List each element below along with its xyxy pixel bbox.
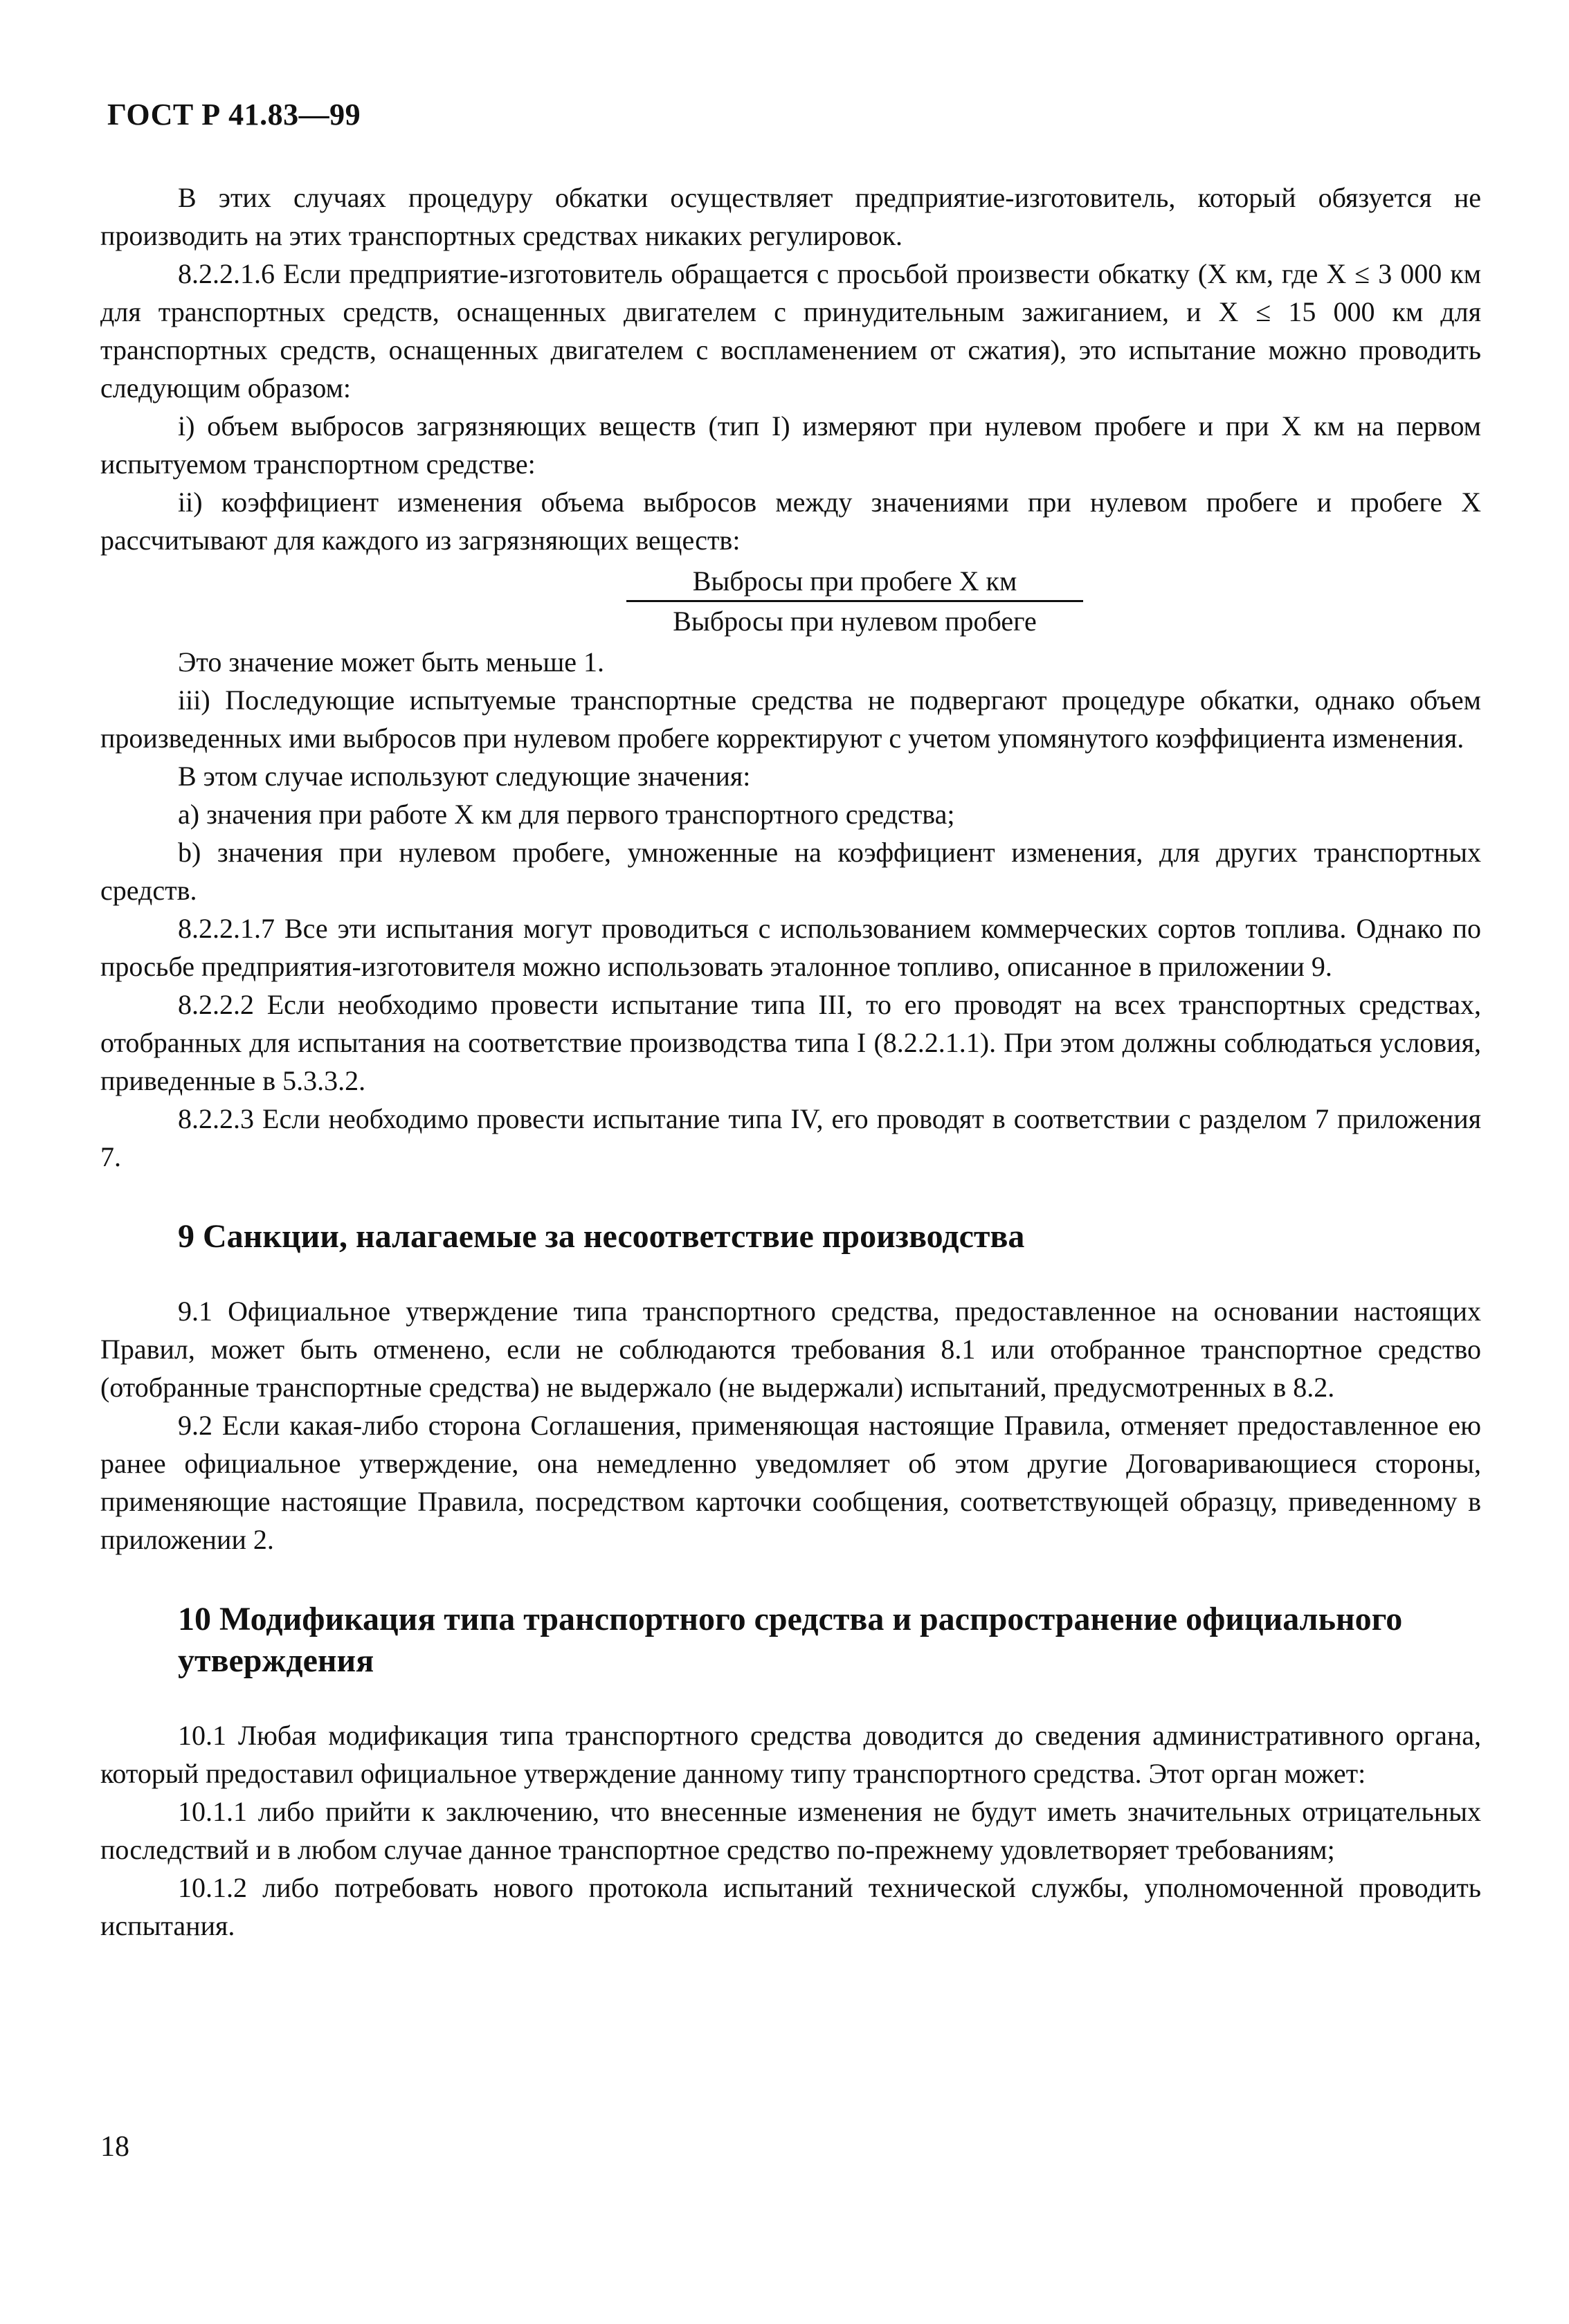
paragraph: i) объем выбросов загрязняющих веществ (тип I) измеряют при нулевом пробеге и при X км на первом испытуемом транспортном средстве: — [100, 410, 1481, 480]
page-number: 18 — [100, 2131, 129, 2163]
paragraph: В этих случаях процедуру обкатки осуществляет предприятие-изготовитель, который обязуется не производить на этих транспортных средствах никаких регулировок. — [100, 182, 1481, 251]
paragraph: b) значения при нулевом пробеге, умноженные на коэффициент изменения, для других транспортных средств. — [100, 837, 1481, 906]
standard-code-header: ГОСТ Р 41.83—99 — [107, 98, 361, 131]
paragraph: Это значение может быть меньше 1. — [178, 646, 605, 678]
paragraph: iii) Последующие испытуемые транспортные средства не подвергают процедуре обкатки, однако объем произведенных ими выбросов при нулевом пробеге корректируют с учетом упомянутого коэффициента изменения. — [100, 684, 1481, 754]
paragraph: 8.2.2.3 Если необходимо провести испытание типа IV, его проводят в соответствии с разделом 7 приложения 7. — [100, 1103, 1481, 1172]
paragraph: 9.2 Если какая-либо сторона Соглашения, применяющая настоящие Правила, отменяет предоставленное ею ранее официальное утверждение, она немедленно уведомляет об этом другие Договаривающиеся стороны, применяющие настоящие Правила, посредством карточки сообщения, соответствующей образцу, приведенному в приложении 2. — [100, 1410, 1481, 1555]
paragraph: 9.1 Официальное утверждение типа транспортного средства, предоставленное на основании настоящих Правил, может быть отменено, если не соблюдаются требования 8.1 или отобранное транспортное средство (отобранные транспортные средства) не выдержало (не выдержали) испытаний, предусмотренных в 8.2. — [100, 1296, 1481, 1403]
formula-fraction — [626, 562, 1083, 640]
document-body — [100, 179, 1481, 1945]
section-9-title: 9 Санкции, налагаемые за несоответствие производства — [178, 1218, 1025, 1255]
paragraph: 8.2.2.1.6 Если предприятие-изготовитель обращается с просьбой произвести обкатку (X км, где X ≤ 3 000 км для транспортных средств, оснащенных двигателем с принудительным зажиганием, и X ≤ 15 000 км для транспортных средств, оснащенных двигателем с воспламенением от сжатия), это испытание можно проводить следующим образом: — [100, 258, 1481, 403]
paragraph: ii) коэффициент изменения объема выбросов между значениями при нулевом пробеге и пробеге X рассчитывают для каждого из загрязняющих веществ: — [100, 487, 1481, 556]
fraction-denominator: Выбросы при нулевом пробеге — [673, 606, 1037, 637]
paragraph: 10.1 Любая модификация типа транспортного средства доводится до сведения административного органа, который предоставил официальное утверждение данному типу транспортного средства. Этот орган может: — [100, 1720, 1481, 1789]
section-10-title: 10 Модификация типа транспортного средства и распространение официального утверждения — [178, 1601, 1403, 1679]
paragraph: 8.2.2.1.7 Все эти испытания могут проводиться с использованием коммерческих сортов топлива. Однако по просьбе предприятия-изготовителя можно использовать эталонное топливо, описанное в приложении 9. — [100, 913, 1481, 982]
paragraph: В этом случае используют следующие значения: — [178, 761, 751, 792]
paragraph: 10.1.1 либо прийти к заключению, что внесенные изменения не будут иметь значительных отрицательных последствий и в любом случае данное транспортное средство по-прежнему удовлетворяет требованиям; — [100, 1796, 1481, 1865]
paragraph: 8.2.2.2 Если необходимо провести испытание типа III, то его проводят на всех транспортных средствах, отобранных для испытания на соответствие производства типа I (8.2.2.1.1). При этом должны соблюдаться условия, приведенные в 5.3.3.2. — [100, 989, 1481, 1096]
paragraph: 10.1.2 либо потребовать нового протокола испытаний технической службы, уполномоченной проводить испытания. — [100, 1872, 1481, 1941]
fraction-numerator: Выбросы при пробеге X км — [626, 562, 1083, 602]
paragraph: a) значения при работе X км для первого транспортного средства; — [178, 799, 955, 830]
